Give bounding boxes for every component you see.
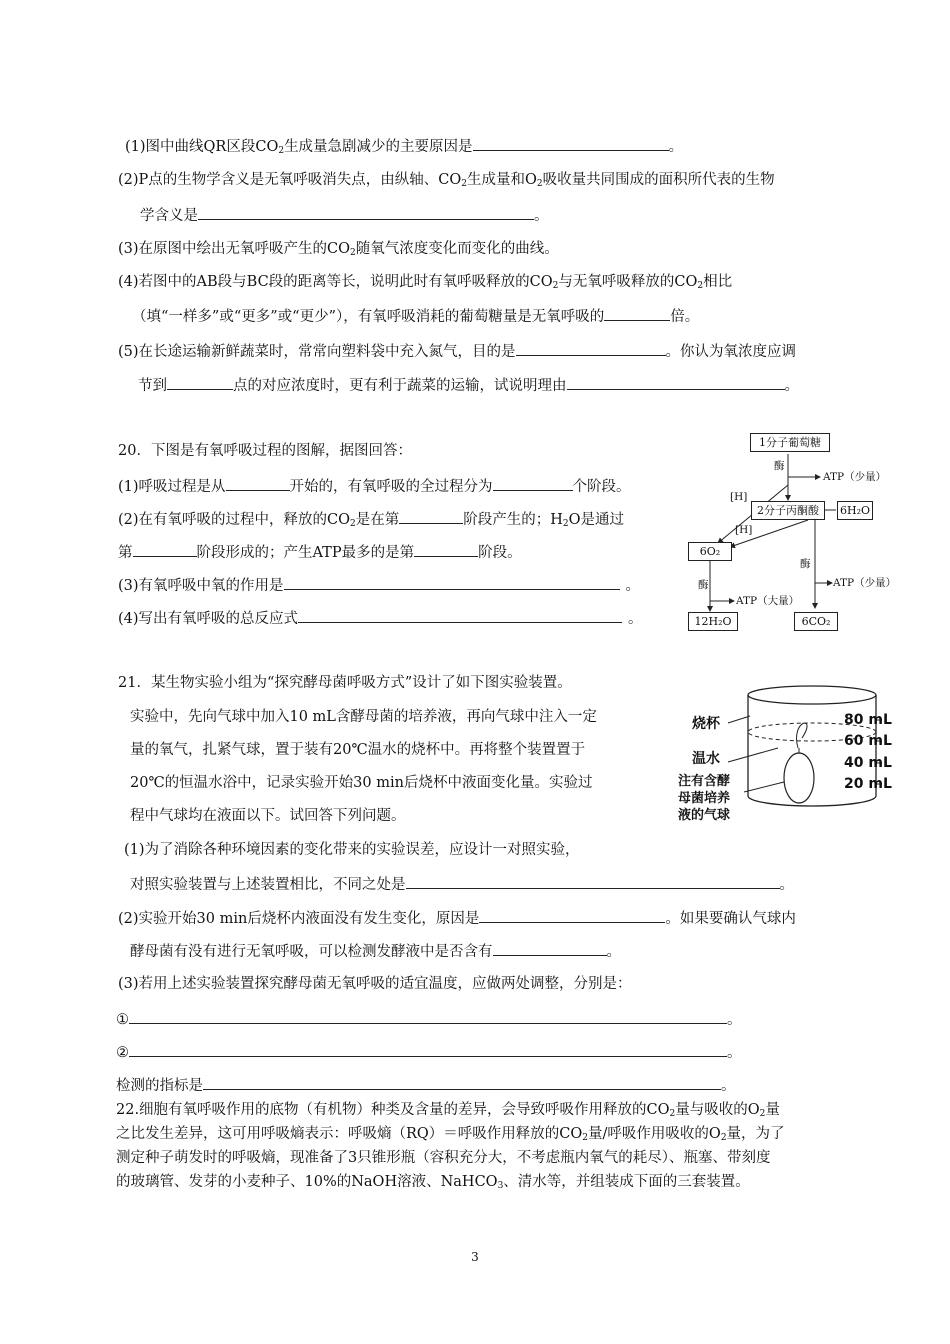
answer-blank[interactable] xyxy=(406,873,780,889)
q19-item-2-line2: 学含义是 。 xyxy=(140,204,549,226)
atp-small-label-1: ATP（少量） xyxy=(823,471,887,483)
q20-item-2: (2)在有氧呼吸的过程中，释放的$CO_2$是在第 阶段产生的；$H_2O$是通过 xyxy=(118,508,624,534)
mark-60ml: 60 mL xyxy=(844,733,892,749)
q22-line-1: 22.细胞有氧呼吸作用的底物（有机物）种类及含量的差异，会导致呼吸作用释放的$CO_2$量与吸收的$O_2$量 xyxy=(116,1102,780,1119)
mark-80ml: 80 mL xyxy=(844,712,892,728)
q19-item-1-text: (1)图中曲线QR区段CO xyxy=(125,139,279,155)
q21-para-line-4: 程中气球均在液面以下。试回答下列问题。 xyxy=(130,808,406,824)
beaker-label: 烧杯 xyxy=(692,716,720,732)
answer-blank[interactable] xyxy=(493,475,573,491)
answer-blank[interactable] xyxy=(399,508,463,524)
water-12-box: 12H₂O xyxy=(688,612,738,631)
q19-item-5-line2: 节到 点的对应浓度时，更有利于蔬菜的运输，试说明理由 。 xyxy=(138,374,799,396)
yeast-beaker-diagram xyxy=(678,678,908,828)
q21-para-line-2: 量的氧气，扎紧气球，置于装有20℃温水的烧杯中。再将整个装置置于 xyxy=(130,742,586,758)
glucose-box: 1分子葡萄糖 xyxy=(750,433,830,452)
enzyme-label-3: 酶 xyxy=(698,579,709,591)
q21-item-2-line2: 酵母菌有没有进行无氧呼吸，可以检测发酵液中是否含有 。 xyxy=(130,940,621,962)
enzyme-label-1: 酶 xyxy=(774,460,785,472)
mark-40ml: 40 mL xyxy=(844,755,892,771)
answer-blank[interactable] xyxy=(167,374,233,390)
q19-item-4: (4)若图中的AB段与BC段的距离等长，说明此时有氧呼吸释放的$CO_2$与无氧呼吸释放的$CO_2$相比 xyxy=(118,274,733,291)
q19-item-5: (5)在长途运输新鲜蔬菜时，常常向塑料袋中充入氮气，目的是 。你认为氧浓度应调 xyxy=(118,340,796,362)
page-number: 3 xyxy=(471,1250,479,1264)
q21-para-line-3: 20℃的恒温水浴中，记录实验开始30 min后烧杯中液面变化量。实验过 xyxy=(130,775,593,791)
answer-blank[interactable] xyxy=(284,574,620,590)
q19-item-4-line2: （填“一样多”或“更多”或“更少”），有氧呼吸消耗的葡萄糖量是无氧呼吸的 倍。 xyxy=(132,305,699,327)
pyruvate-box: 2分子丙酮酸 xyxy=(751,501,825,520)
q21-para-line-1: 实验中，先向气球中加入10 mL含酵母菌的培养液，再向气球中注入一定 xyxy=(130,709,597,725)
mark-20ml: 20 mL xyxy=(844,776,892,792)
q20-item-3: (3)有氧呼吸中氧的作用是 。 xyxy=(118,574,640,596)
q22-line-3: 测定种子萌发时的呼吸熵，现准备了3只锥形瓶（容积充分大，不考虑瓶内氧气的耗尽）、瓶塞、带刻度 xyxy=(116,1150,771,1166)
co2-box: 6CO₂ xyxy=(794,612,838,631)
warm-water-label: 温水 xyxy=(692,751,720,767)
answer-blank[interactable] xyxy=(479,907,665,923)
answer-blank[interactable] xyxy=(198,204,534,220)
q22-line-4: 的玻璃管、发芽的小麦种子、10%的NaOH溶液、NaHCO$_3$、清水等，并组装成下面的三套装置。 xyxy=(116,1174,750,1191)
answer-blank[interactable] xyxy=(567,374,785,390)
answer-blank[interactable] xyxy=(516,340,666,356)
q19-item-1: (1)图中曲线QR区段$CO_2$生成量急剧减少的主要原因是 。 xyxy=(125,135,683,161)
q20-title: 20．下图是有氧呼吸过程的图解，据图回答： xyxy=(118,443,412,459)
answer-blank[interactable] xyxy=(414,541,478,557)
atp-small-label-2: ATP（少量） xyxy=(833,577,897,589)
q20-item-4: (4)写出有氧呼吸的总反应式 。 xyxy=(118,607,643,629)
h-label-2: [H] xyxy=(735,524,753,536)
q21-item-3: (3)若用上述实验装置探究酵母菌无氧呼吸的适宜温度，应做两处调整，分别是： xyxy=(118,976,632,992)
q20-item-2-line2: 第 阶段形成的；产生ATP最多的是第 阶段。 xyxy=(118,541,522,563)
q21-title: 21．某生物实验小组为“探究酵母菌呼吸方式”设计了如下图实验装置。 xyxy=(118,675,572,691)
balloon-label-2: 母菌培养 xyxy=(678,791,731,806)
q21-detection-index: 检测的指标是 。 xyxy=(116,1074,736,1096)
atp-large-label: ATP（大量） xyxy=(736,595,800,607)
answer-blank[interactable] xyxy=(203,1074,721,1090)
answer-blank[interactable] xyxy=(493,940,607,956)
q19-item-2: (2)P点的生物学含义是无氧呼吸消失点，由纵轴、$CO_2$生成量和$O_2$吸收量共同围成的面积所代表的生物 xyxy=(118,172,775,189)
q20-item-1: (1)呼吸过程是从 开始的，有氧呼吸的全过程分为 个阶段。 xyxy=(118,475,631,497)
h-label-1: [H] xyxy=(730,491,748,503)
balloon-label-1: 注有含酵 xyxy=(678,774,731,789)
q21-item-1: (1)为了消除各种环境因素的变化带来的实验误差，应设计一对照实验， xyxy=(124,842,580,858)
answer-blank[interactable] xyxy=(604,305,670,321)
answer-blank[interactable] xyxy=(129,1008,727,1024)
balloon-label-3: 液的气球 xyxy=(678,808,731,823)
water-6-box: 6H₂O xyxy=(837,501,873,520)
q21-item-2: (2)实验开始30 min后烧杯内液面没有发生变化，原因是 。如果要确认气球内 xyxy=(118,907,796,929)
answer-blank[interactable] xyxy=(298,607,622,623)
q22-line-2: 之比发生差异，这可用呼吸熵表示：呼吸熵（RQ）＝呼吸作用释放的$CO_2$量/呼吸作用吸收的$O_2$量，为了 xyxy=(116,1126,785,1143)
answer-blank[interactable] xyxy=(473,135,669,151)
q21-item-1-line2: 对照实验装置与上述装置相比，不同之处是 。 xyxy=(130,873,794,895)
oxygen-box: 6O₂ xyxy=(688,542,732,561)
answer-blank[interactable] xyxy=(226,475,290,491)
answer-blank[interactable] xyxy=(133,541,197,557)
aerobic-respiration-diagram xyxy=(670,425,905,640)
q19-item-3: (3)在原图中绘出无氧呼吸产生的$CO_2$随氧气浓度变化而变化的曲线。 xyxy=(118,241,559,258)
answer-blank[interactable] xyxy=(129,1041,727,1057)
q21-adjustment-2: ② 。 xyxy=(116,1041,742,1063)
enzyme-label-2: 酶 xyxy=(800,558,811,570)
q21-adjustment-1: ① 。 xyxy=(116,1008,742,1030)
